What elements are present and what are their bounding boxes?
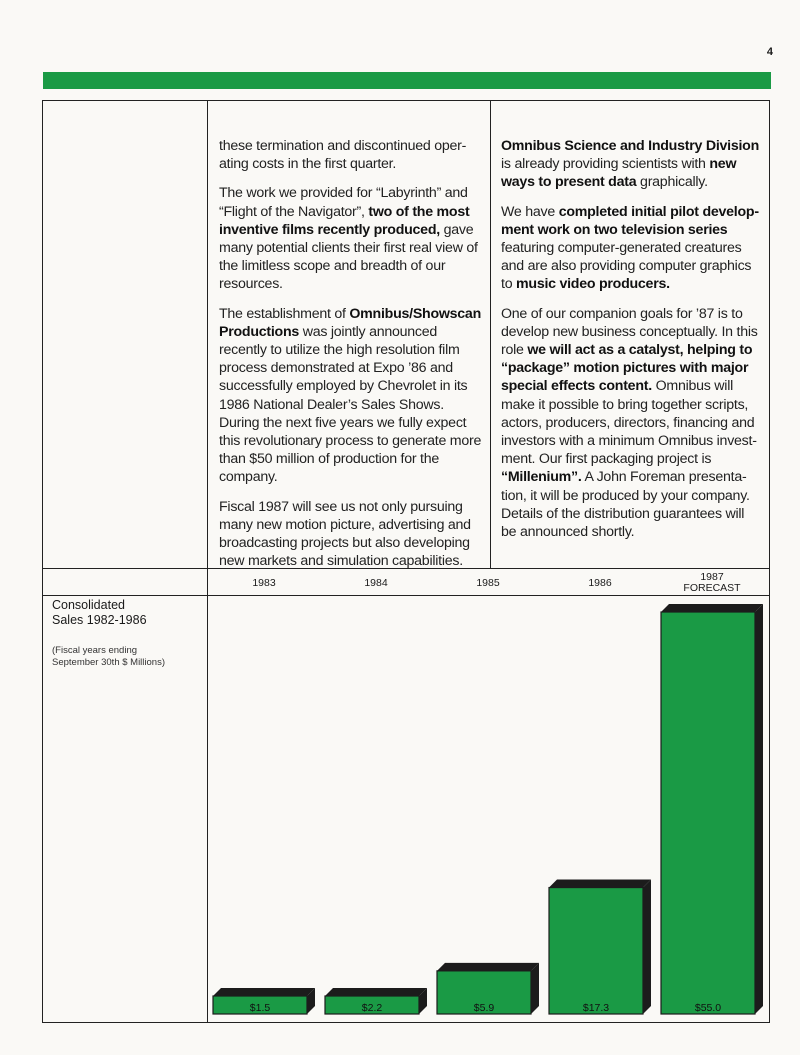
body-text: One of our companion goals for ’87 is to develop new business conceptually. In this role (501, 305, 758, 359)
bar-side-face (755, 604, 763, 1014)
body-text: gave many potential clients their first real view of the limitless scope and breadth of our resources. (219, 221, 478, 293)
body-text: A John Foreman presenta-tion, it will be produced by your company. Details of the distribution guarantees will be announced shortly. (501, 469, 750, 541)
bar-top-face (213, 988, 315, 996)
year-label-line: 1985 (476, 577, 500, 589)
year-label-line: 1986 (588, 577, 612, 589)
body-text: is already providing scientists with (501, 156, 710, 173)
emphasis-text: Omnibus Science and Industry Division (501, 138, 760, 154)
bar-front-face (549, 888, 643, 1014)
chart-note-line-1: (Fiscal years ending (52, 645, 138, 656)
chart-title-line-1: Consolidated (52, 598, 125, 612)
emphasis-text: music video producers. (516, 276, 670, 293)
bar-1983 (213, 988, 315, 1014)
bar-value-label: $55.0 (694, 1002, 722, 1014)
bar-front-face (661, 612, 755, 1014)
bar-1985 (437, 963, 539, 1014)
emphasis-text: new ways to present data (501, 156, 737, 191)
body-text: graphically. (636, 174, 708, 191)
body-text: featuring computer-generated creatures and are also providing computer graphics to (501, 240, 752, 293)
bar-top-face (549, 880, 651, 888)
bar-value-label: $5.9 (473, 1002, 495, 1014)
bar-1987 (661, 604, 763, 1014)
body-text: these termination and discontinued oper-ating costs in the first quarter. (219, 138, 467, 173)
bar-top-face (437, 963, 539, 971)
body-text: Omnibus will make it possible to bring together scripts, actors, producers, directors, financing and investors with a minimum Omnibus invest-ment. Our first packaging project is (501, 378, 757, 468)
emphasis-text: we will act as a catalyst, helping to “package” motion pictures with major special effects content. (501, 342, 753, 395)
year-label-line: 1987 (700, 571, 724, 583)
chart-title-line-2: Sales 1982-1986 (52, 613, 147, 627)
bar-value-label: $1.5 (249, 1002, 271, 1014)
chart-note-line-2: September 30th $ Millions) (52, 656, 165, 668)
body-text: The work we provided for “Labyrinth” and “Flight of the Navigator”, (219, 185, 468, 220)
emphasis-text: “Millenium”. (501, 469, 582, 486)
year-label-line: FORECAST (683, 582, 741, 594)
bar-1986 (549, 880, 651, 1014)
bar-1984 (325, 988, 427, 1014)
bar-top-face (661, 604, 763, 612)
year-label-line: 1984 (364, 577, 388, 589)
bar-value-label: $17.3 (582, 1002, 610, 1014)
body-text: was jointly announced recently to utilize the high resolution film process demonstrated at Expo ’86 and successfully employed by Chevrolet in its 1986 National Dealer’s Sales Shows. During the next five years we fully expect this revolutionary process to generate more than $50 million of production for the company. (219, 323, 482, 486)
year-label-line: 1983 (252, 577, 276, 589)
bar-side-face (643, 880, 651, 1014)
emphasis-text: Omnibus/Showscan Productions (219, 305, 481, 340)
body-text: Fiscal 1987 will see us not only pursuing many new motion picture, advertising and broadcasting projects but also developing new markets and simulation capabilities. (219, 498, 471, 570)
bar-side-face (531, 963, 539, 1014)
page-number: 4 (766, 46, 773, 58)
bar-value-label: $2.2 (361, 1002, 383, 1014)
bar-top-face (325, 988, 427, 996)
emphasis-text: completed initial pilot develop-ment work on two television series (501, 203, 759, 238)
body-text: The establishment of (219, 305, 350, 322)
emphasis-text: two of the most inventive films recently produced, (219, 203, 470, 238)
body-text: We have (501, 203, 559, 220)
